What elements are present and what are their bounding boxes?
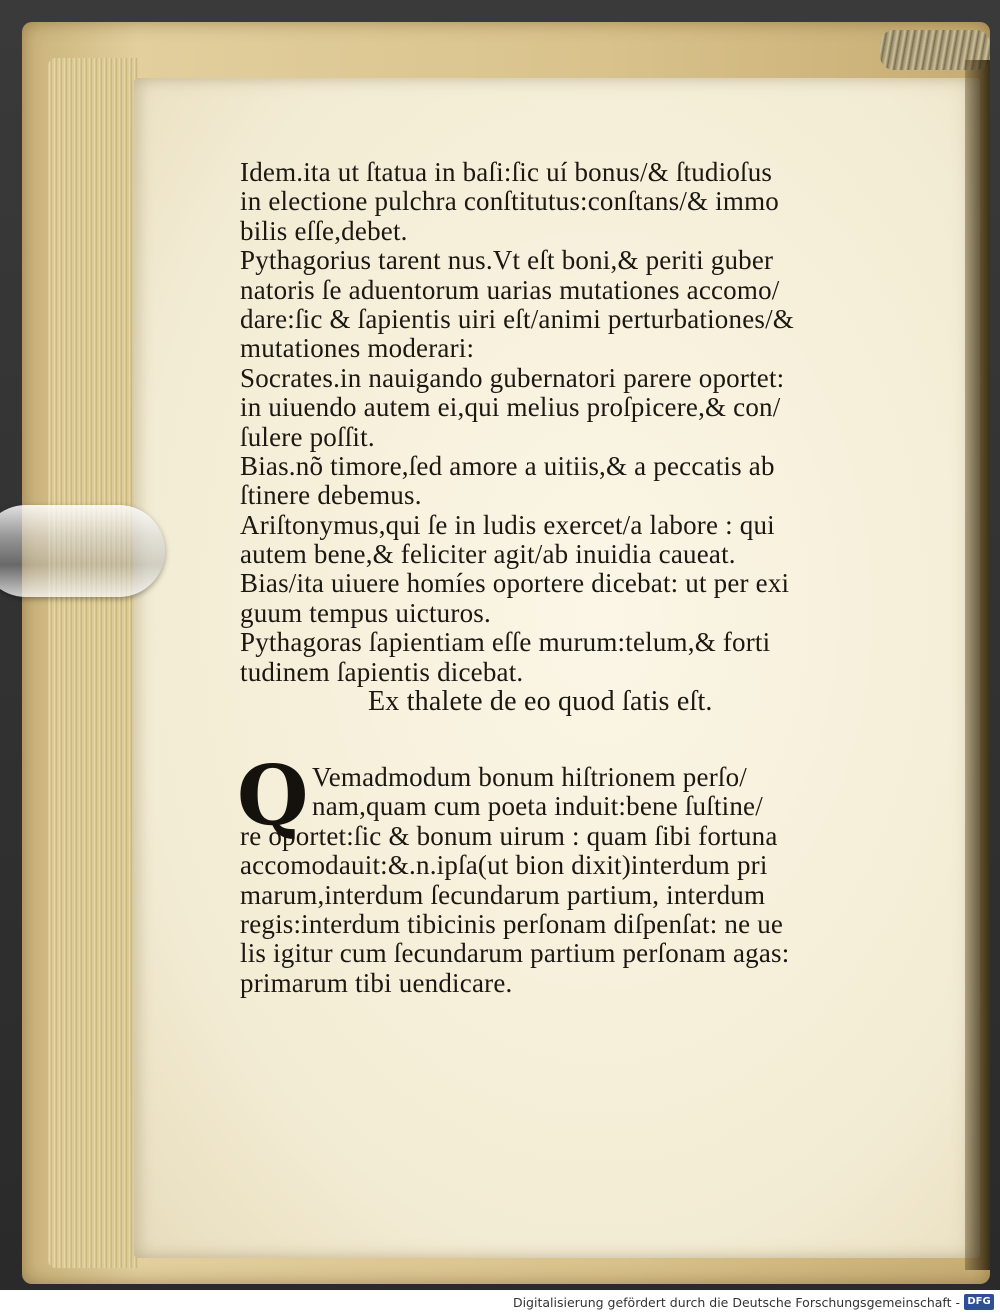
text-line: ſtinere debemus. bbox=[240, 480, 422, 511]
text-line: Pythagoras ſapientiam eſſe murum:telum,& forti bbox=[240, 627, 771, 658]
page-edges bbox=[48, 58, 138, 1268]
text-line: Ariſtonymus,qui ſe in ludis exercet/a labore : qui bbox=[240, 509, 775, 540]
text-line: ſulere poſſit. bbox=[240, 421, 375, 452]
text-line: bilis eſſe,debet. bbox=[240, 215, 408, 246]
text-line: Pythagorius tarent nus.Vt eſt boni,& periti guber bbox=[240, 245, 774, 276]
dfg-logo: DFG bbox=[964, 1294, 994, 1310]
text-line: autem bene,& feliciter agit/ab inuidia caueat. bbox=[240, 539, 736, 570]
section-heading: Ex thalete de eo quod ſatis eſt. bbox=[368, 686, 713, 718]
text-line: Bias.nõ timore,ſed amore a uitiis,& a peccatis ab bbox=[240, 450, 775, 481]
section-body bbox=[237, 748, 930, 998]
text-line: tudinem ſapientis dicebat. bbox=[240, 656, 524, 687]
text-line: accomodauit:&.n.ipſa(ut bion dixit)interdum pri bbox=[240, 850, 768, 881]
gutter-shadow bbox=[965, 60, 990, 1270]
text-line: Bias/ita uiuere homíes oportere dicebat: ut per exi bbox=[240, 568, 790, 599]
text-line: guum tempus uicturos. bbox=[240, 597, 491, 628]
text-line: re oportet:ſic & bonum uirum : quam ſibi fortuna bbox=[240, 820, 778, 851]
text-line: mutationes moderari: bbox=[240, 333, 475, 364]
section-gap bbox=[240, 721, 930, 763]
footer-credit: Digitalisierung gefördert durch die Deutsche Forschungsgemeinschaft - bbox=[512, 1295, 960, 1310]
text-line: in electione pulchra conſtitutus:conſtans/& immo bbox=[240, 186, 779, 217]
footer-bar bbox=[0, 1290, 1000, 1315]
drop-cap: Q bbox=[237, 748, 309, 845]
text-line: dare:ſic & ſapientis uiri eſt/animi perturbationes/& bbox=[240, 303, 794, 334]
text-line: marum,interdum ſecundarum partium, interdum bbox=[240, 879, 766, 910]
text-line: Vemadmodum bonum hiſtrionem perſo/ bbox=[312, 762, 747, 793]
text-line: Socrates.in nauigando gubernatori parere oportet: bbox=[240, 362, 785, 393]
text-line: lis igitur cum ſecundarum partium perſonam agas: bbox=[240, 938, 790, 969]
text-line: natoris ſe aduentorum uarias mutationes accomo/ bbox=[240, 274, 780, 305]
text-line: nam,quam cum poeta induit:bene ſuſtine/ bbox=[312, 791, 763, 822]
glass-page-holder bbox=[0, 505, 165, 597]
page-text bbox=[237, 157, 930, 998]
text-line: in uiuendo autem ei,qui melius proſpicere,& con/ bbox=[240, 392, 781, 423]
text-line: primarum tibi uendicare. bbox=[240, 967, 513, 998]
text-line: Idem.ita ut ſtatua in baſi:ſic uí bonus/& ſtudioſus bbox=[240, 157, 773, 187]
text-line: regis:interdum tibicinis perſonam diſpenſat: ne ue bbox=[240, 908, 784, 939]
